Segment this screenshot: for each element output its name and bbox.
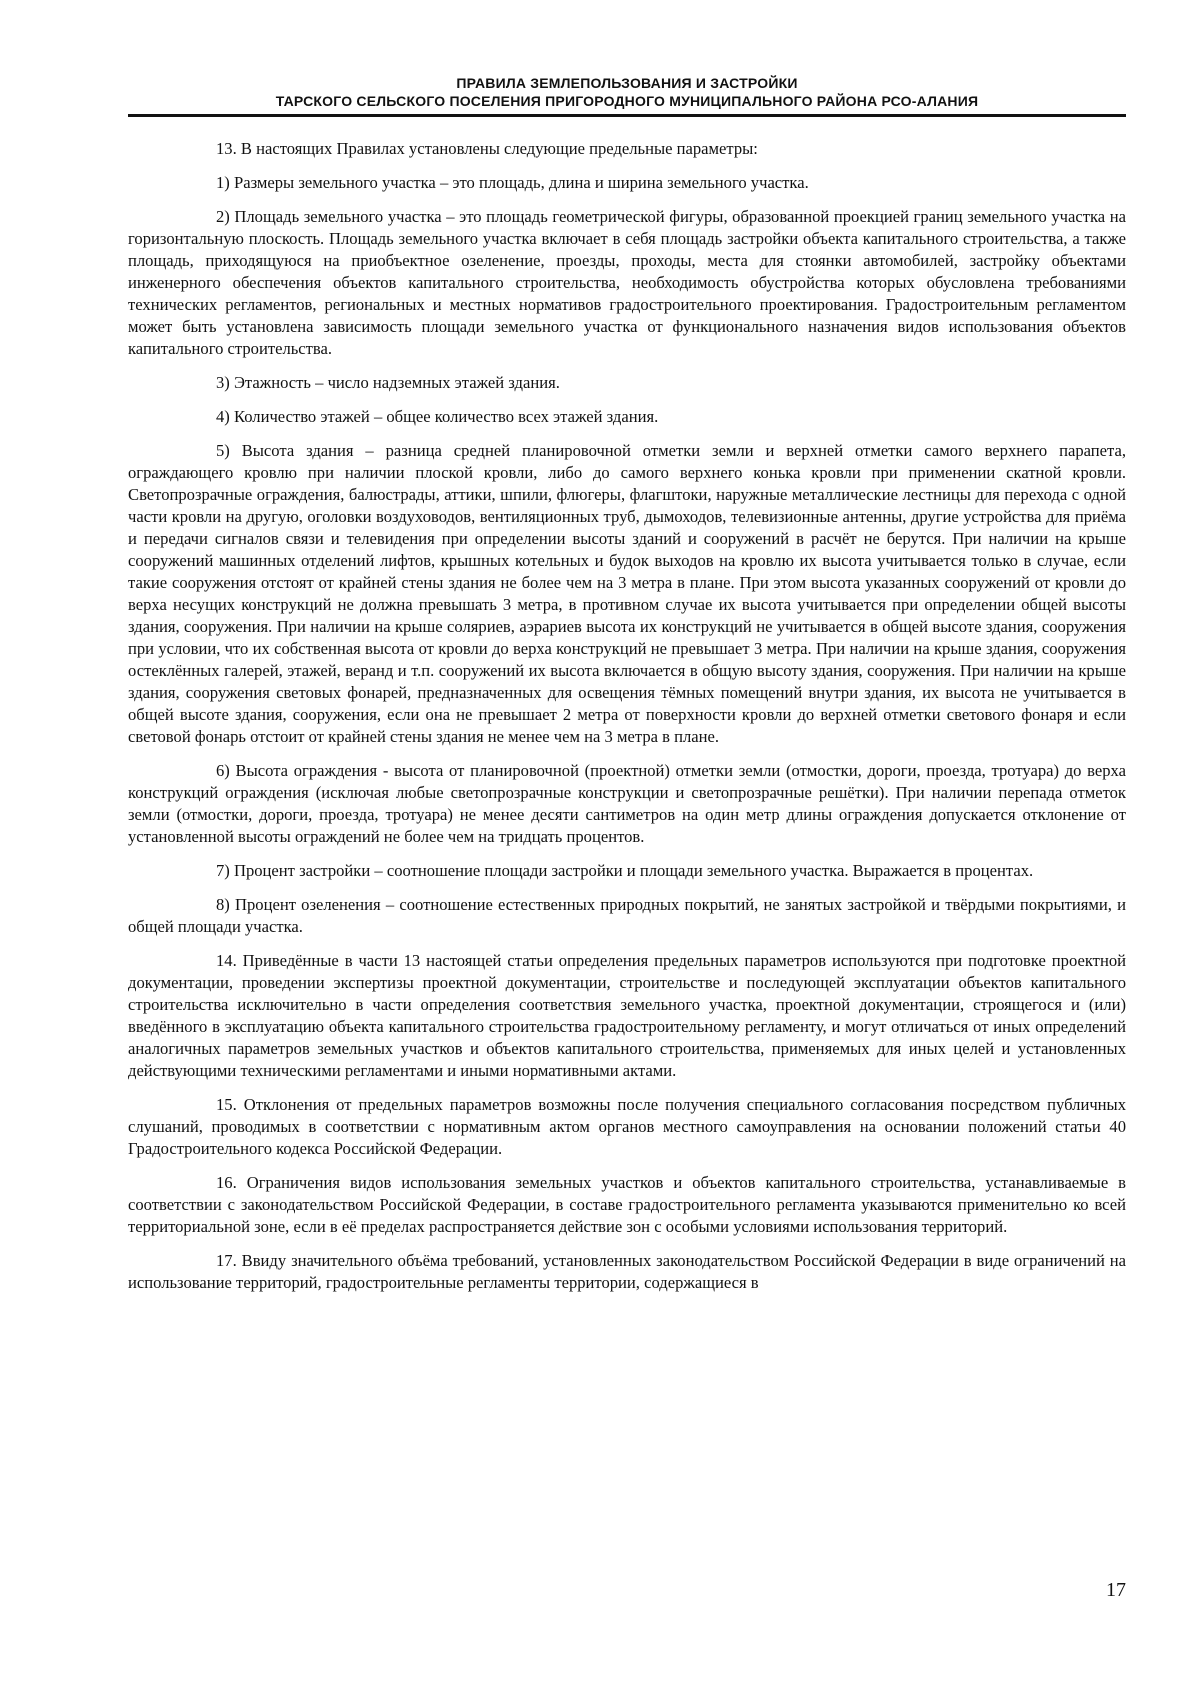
paragraph-13-5-building-height: 5) Высота здания – разница средней планировочной отметки земли и верхней отметки самого верхнего парапета, ограждающего кровлю при наличии плоской кровли, либо до самого верхнего конька кровли при применении скатной кровли. Светопрозрачные ограждения, балюстрады, аттики, шпили, флюгеры, флагштоки, наружные металлические лестницы для перехода с одной части кровли на другую, оголовки воздуховодов, вентиляционных труб, дымоходов, телевизионные антенны, другие устройства для приёма и передачи сигналов связи и телевидения при определении высоты зданий и сооружений в расчёт не берутся. При наличии на крыше сооружений машинных отделений лифтов, крышных котельных и будок выходов на кровлю их высота учитывается только в случае, если такие сооружения отстоят от крайней стены здания не более чем на 3 метра в плане. При этом высота указанных сооружений от кровли до верха несущих конструкций не должна превышать 3 метра, в противном случае их высота учитывается при определении общей высоты здания, сооружения. При наличии на крыше соляриев, аэрариев высота их конструкций не учитывается в общей высоте здания, сооружения при условии, что их собственная высота от кровли до верха конструкций не превышает 3 метра. При наличии на крыше здания, сооружения остеклённых галерей, этажей, веранд и т.п. сооружений их высота включается в общую высоту здания, сооружения. При наличии на крыше здания, сооружения световых фонарей, предназначенных для освещения тёмных помещений внутри здания, их высота не учитывается в общей высоте здания, сооружения, если она не превышает 2 метра от поверхности кровли до верхней отметки светового фонаря и если световой фонарь отстоит от крайней стены здания не менее чем на 3 метра в плане. bbox=[128, 441, 1126, 746]
header-divider bbox=[128, 114, 1126, 117]
paragraph-14: 14. Приведённые в части 13 настоящей статьи определения предельных параметров используются при подготовке проектной документации, проведении экспертизы проектной документации, строительстве и последующей эксплуатации объектов капитального строительства исключительно в части определения соответствия земельного участка, проектной документации, строящегося и (или) введённого в эксплуатацию объекта капитального строительства градостроительному регламенту, и могут отличаться от иных определений аналогичных параметров земельных участков и объектов капитального строительства, применяемых для иных целей и установленных действующими техническими регламентами и иными нормативными актами. bbox=[128, 951, 1126, 1080]
paragraph-13-4-floor-count: 4) Количество этажей – общее количество всех этажей здания. bbox=[216, 407, 659, 426]
paragraph-13-3-number-of-storeys: 3) Этажность – число надземных этажей здания. bbox=[216, 373, 560, 392]
paragraph-13-1-land-plot-size: 1) Размеры земельного участка – это площадь, длина и ширина земельного участка. bbox=[216, 173, 809, 192]
paragraph-16: 16. Ограничения видов использования земельных участков и объектов капитального строительства, устанавливаемые в соответствии с законодательством Российской Федерации, в составе градостроительного регламента указываются применительно ко всей территориальной зоне, если в её пределах распространяется действие зон с особыми условиями использования территорий. bbox=[128, 1173, 1126, 1236]
document-body bbox=[128, 138, 1126, 1306]
paragraph-13-8-greening-percentage: 8) Процент озеленения – соотношение естественных природных покрытий, не занятых застройкой и твёрдыми покрытиями, и общей площади участка. bbox=[128, 895, 1126, 936]
paragraph-13-2-land-plot-area: 2) Площадь земельного участка – это площадь геометрической фигуры, образованной проекцией границ земельного участка на горизонтальную плоскость. Площадь земельного участка включает в себя площадь застройки объекта капитального строительства, а также площадь, приходящуюся на приобъектное озеленение, проезды, проходы, места для стоянки автомобилей, застройку объектами инженерного обеспечения объектов капитального строительства, необходимость обустройства которых обусловлена требованиями технических регламентов, региональных и местных нормативов градостроительного проектирования. Градостроительным регламентом может быть установлена зависимость площади земельного участка от функционального назначения видов использования объектов капитального строительства. bbox=[128, 207, 1126, 358]
paragraph-15: 15. Отклонения от предельных параметров возможны после получения специального согласования посредством публичных слушаний, проводимых в соответствии с нормативным актом органов местного самоуправления на основании положений статьи 40 Градостроительного кодекса Российской Федерации. bbox=[128, 1095, 1126, 1158]
page-number: 17 bbox=[1106, 1579, 1126, 1601]
header-title-line-1: ПРАВИЛА ЗЕМЛЕПОЛЬЗОВАНИЯ И ЗАСТРОЙКИ bbox=[456, 75, 798, 91]
paragraph-13-7-building-coverage: 7) Процент застройки – соотношение площади застройки и площади земельного участка. Выражается в процентах. bbox=[216, 861, 1034, 880]
running-header bbox=[128, 74, 1126, 110]
paragraph-17: 17. Ввиду значительного объёма требований, установленных законодательством Российской Федерации в виде ограничений на использование территорий, градостроительные регламенты территории, содержащиеся в bbox=[128, 1251, 1126, 1292]
paragraph-13-6-fence-height: 6) Высота ограждения - высота от планировочной (проектной) отметки земли (отмостки, дороги, проезда, тротуара) до верха конструкций ограждения (исключая любые светопрозрачные конструкции и светопрозрачные решётки). При наличии перепада отметок земли (отмостки, дороги, проезда, тротуара) не менее десяти сантиметров на один метр длины ограждения допускается отклонение от установленной высоты ограждений не более чем на тридцать процентов. bbox=[128, 761, 1126, 846]
paragraph-13: 13. В настоящих Правилах установлены следующие предельные параметры: bbox=[216, 139, 758, 158]
header-title-line-2: ТАРСКОГО СЕЛЬСКОГО ПОСЕЛЕНИЯ ПРИГОРОДНОГО МУНИЦИПАЛЬНОГО РАЙОНА РСО-АЛАНИЯ bbox=[275, 93, 979, 109]
